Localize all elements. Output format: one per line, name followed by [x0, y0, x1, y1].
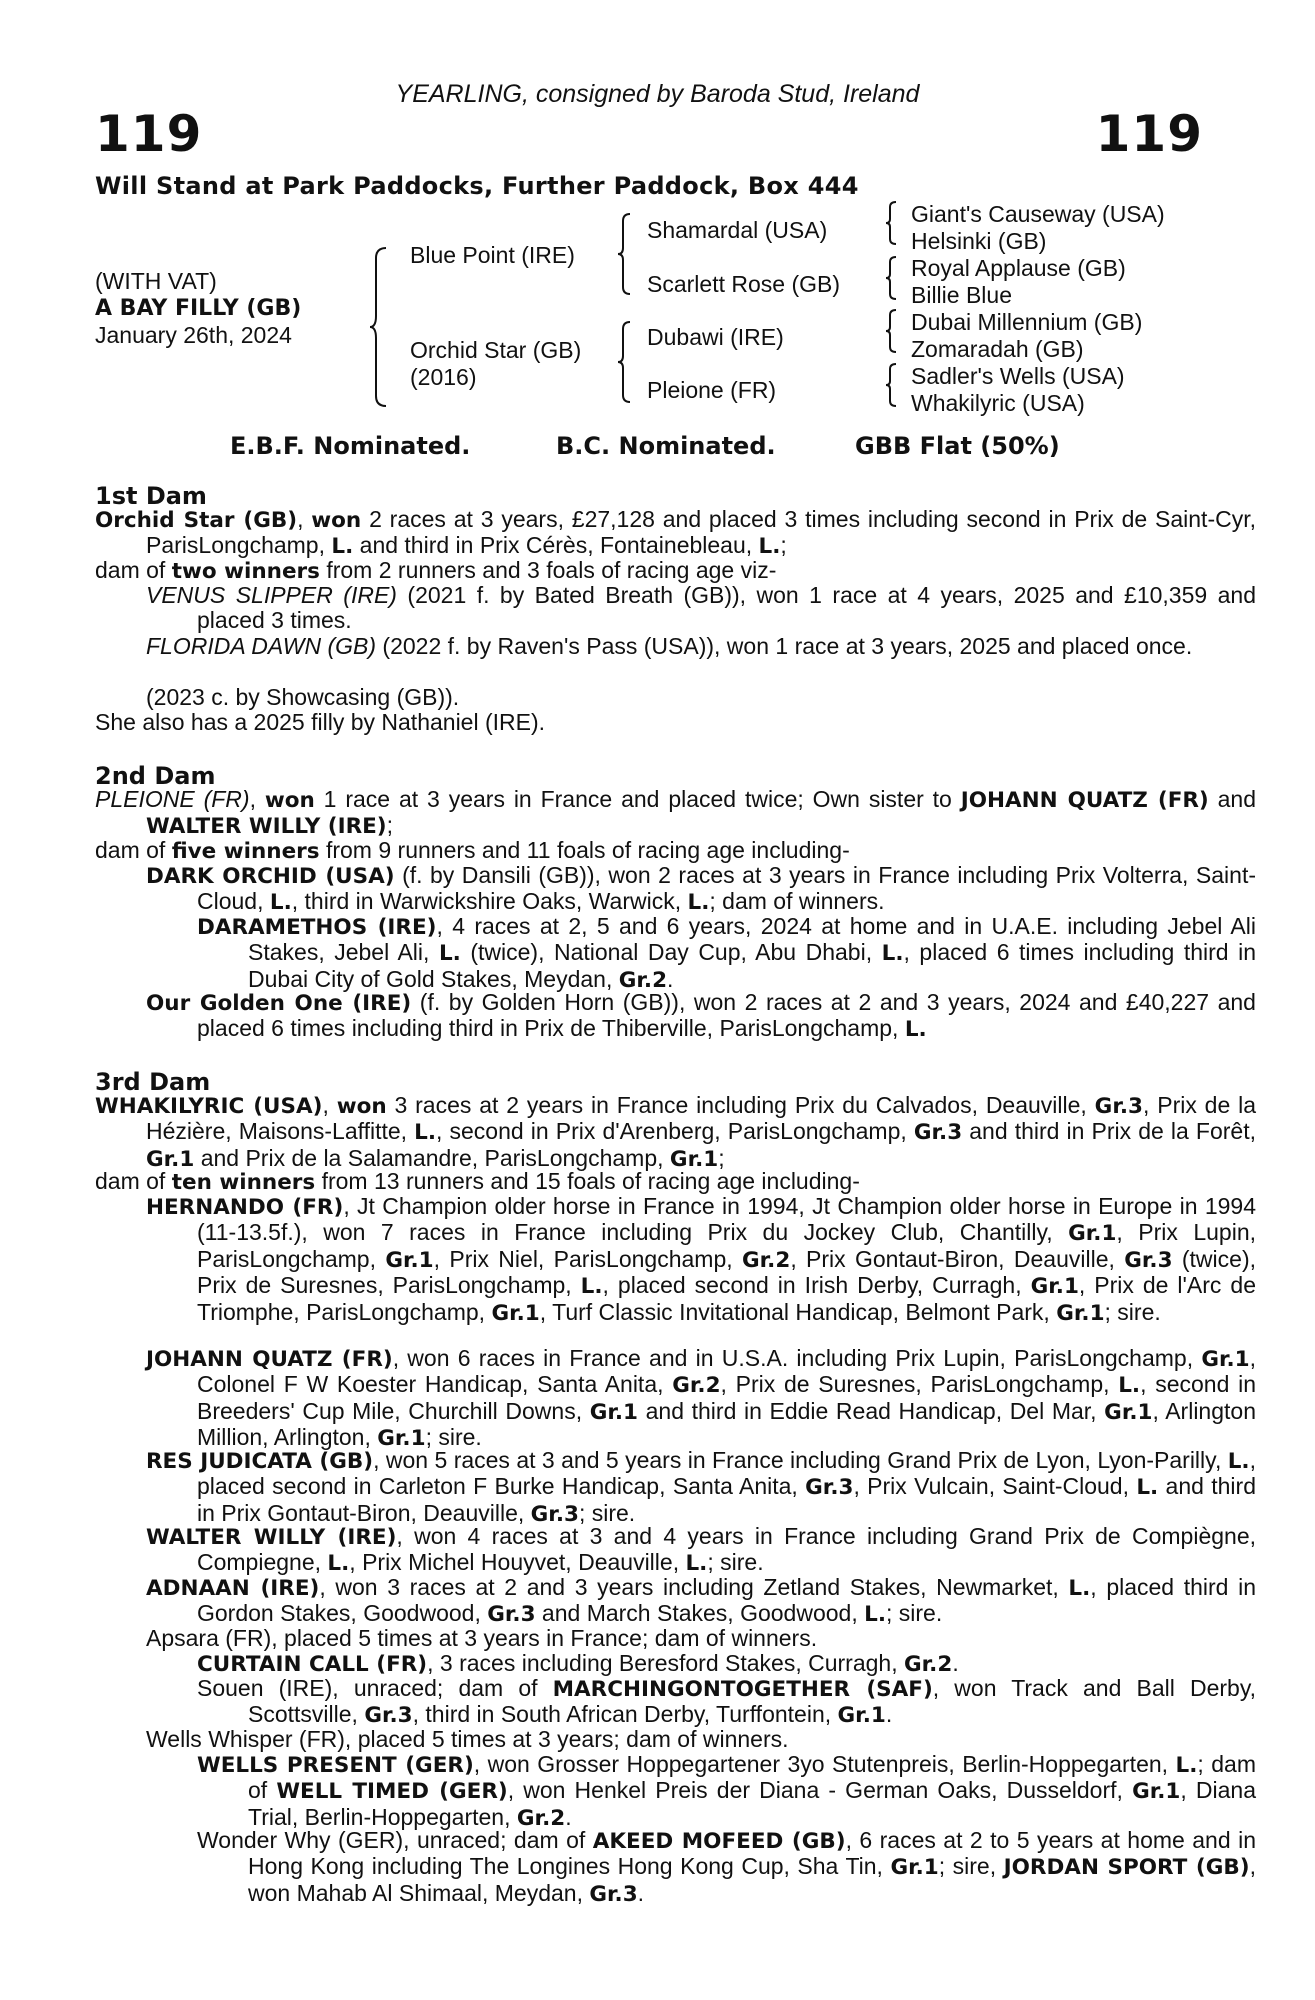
text-run: and third in Prix de la Forêt, — [962, 1118, 1256, 1145]
text-run: , Colonel F W Koester Handicap, Santa Anita, — [197, 1345, 1257, 1398]
pedigree-brace-g3-3 — [884, 308, 898, 354]
third-dam-heading: 3rd Dam — [95, 1068, 211, 1096]
bold-run: Gr.1 — [1104, 1399, 1153, 1425]
bold-run: L. — [414, 1120, 437, 1146]
consignor-subtitle: YEARLING, consigned by Baroda Stud, Ireland — [395, 80, 920, 108]
bold-run: Gr.1 — [1132, 1779, 1181, 1805]
pedigree-brace-g3-2 — [884, 255, 898, 301]
ancestor-g3-3: Royal Applause (GB) — [911, 255, 1126, 281]
bold-run: JOHANN QUATZ (FR) — [146, 1347, 393, 1372]
italic-run: PLEIONE (FR) — [95, 786, 250, 812]
bold-run: Gr.1 — [589, 1399, 639, 1425]
bold-run: Gr.1 — [1068, 1221, 1117, 1247]
third-dam-produce-6 — [146, 1626, 1205, 1651]
dam-name: Orchid Star (GB) — [410, 337, 582, 363]
bold-run: Gr.3 — [589, 1881, 638, 1907]
second-dam-produce-2 — [146, 990, 1256, 1043]
pedigree-brace-sire — [616, 212, 632, 296]
text-run: , Jt Champion older horse in France in 1994, Jt Champion older horse in Europe in 1994 (11-13.5f.), won 7 races in France including Prix du Jockey Club, Chantilly, — [197, 1193, 1256, 1246]
foaling-date: January 26th, 2024 — [95, 322, 292, 348]
bold-run: Gr.1 — [669, 1146, 719, 1172]
third-dam-produce-summary — [95, 1169, 1205, 1195]
third-dam-produce-2 — [146, 1346, 1256, 1452]
bold-run: Gr.1 — [1201, 1347, 1250, 1372]
bold-run: Gr.2 — [672, 1373, 721, 1399]
bold-run: WALTER WILLY (IRE) — [146, 1525, 397, 1550]
ancestor-g3-6: Zomaradah (GB) — [911, 336, 1084, 362]
bold-run: WALTER WILLY (IRE) — [146, 814, 387, 840]
ancestor-g3-5: Dubai Millennium (GB) — [911, 309, 1143, 335]
bold-run: L. — [758, 534, 781, 560]
bold-run: L. — [1175, 1753, 1198, 1778]
text-run: Wells Whisper (FR), placed 5 times at 3 years; dam of winners. — [146, 1726, 789, 1752]
third-dam-record — [95, 1093, 1256, 1172]
third-dam-grandproduce-4 — [197, 1828, 1256, 1907]
text-run: . — [637, 1879, 645, 1906]
bold-run: L. — [1118, 1373, 1141, 1399]
text-run: , — [297, 506, 312, 532]
text-run: dam of — [95, 837, 172, 863]
bold-run: Gr.2 — [742, 1247, 791, 1273]
second-dam-grandproduce-1 — [197, 914, 1256, 993]
bold-run: Gr.3 — [1094, 1094, 1143, 1119]
bold-run: Gr.2 — [618, 967, 668, 993]
text-run: , placed second in Carleton F Burke Handicap, Santa Anita, — [197, 1447, 1256, 1500]
bold-run: AKEED MOFEED (GB) — [592, 1829, 846, 1854]
bold-run: five winners — [171, 839, 320, 864]
text-run: , Prix de la Hézière, Maisons-Laffitte, — [146, 1092, 1257, 1145]
first-dam-produce-1 — [146, 583, 1256, 634]
text-run: ; sire. — [425, 1424, 482, 1451]
text-run: , won 4 races at 3 and 4 years in France including Grand Prix de Compiègne, Compiegne, — [197, 1523, 1256, 1576]
text-run: from 2 runners and 3 foals of racing age viz- — [319, 557, 777, 583]
bold-run: L. — [331, 534, 354, 560]
third-dam-produce-5 — [146, 1575, 1256, 1628]
text-run: , won Track and Ball Derby, Scottsville, — [248, 1675, 1257, 1728]
third-dam-produce-1 — [146, 1194, 1256, 1326]
bold-run: Gr.3 — [913, 1120, 963, 1146]
text-run: , — [249, 786, 265, 812]
bold-run: Gr.1 — [1056, 1300, 1105, 1326]
text-run: , — [322, 1092, 337, 1118]
text-run: ; sire. — [886, 1600, 943, 1627]
text-run: . — [667, 965, 674, 992]
sire-name: Blue Point (IRE) — [410, 242, 575, 268]
bold-run: WHAKILYRIC (USA) — [95, 1094, 323, 1119]
third-dam-grandproduce-1 — [197, 1651, 1256, 1677]
bold-run: L. — [685, 1551, 708, 1577]
text-run: , placed second in Irish Derby, Curragh, — [602, 1272, 1031, 1299]
bold-run: Orchid Star (GB) — [95, 508, 298, 533]
first-dam-heading: 1st Dam — [95, 482, 207, 510]
text-run: and third in Prix Gontaut-Biron, Deauville, — [197, 1473, 1256, 1526]
bold-run: JORDAN SPORT (GB) — [1003, 1855, 1250, 1881]
italic-run: FLORIDA DAWN (GB) — [146, 633, 377, 659]
text-run: , won 6 races in France and in U.S.A. including Prix Lupin, ParisLongchamp, — [392, 1345, 1202, 1371]
bold-run: won — [336, 1094, 387, 1119]
text-run: (2021 f. by Bated Breath (GB)), won 1 race at 4 years, 2025 and £10,359 and placed 3 times. — [197, 582, 1256, 634]
ebf-nomination: E.B.F. Nominated. — [230, 432, 471, 460]
text-run: and March Stakes, Goodwood, — [535, 1600, 865, 1627]
vat-note: (WITH VAT) — [95, 268, 217, 294]
text-run: ; — [386, 812, 394, 839]
pedigree-brace-g3-1 — [884, 200, 898, 246]
text-run: 3 races at 2 years in France including Prix du Calvados, Deauville, — [386, 1092, 1095, 1118]
pedigree-brace-g3-4 — [884, 362, 898, 408]
bold-run: ADNAAN (IRE) — [146, 1576, 320, 1601]
text-run: , 6 races at 2 to 5 years at home and in Hong Kong including The Longines Hong Kong Cup, Sha Tin, — [248, 1827, 1256, 1880]
bold-run: Gr.2 — [516, 1805, 566, 1831]
first-dam-produce-3 — [146, 685, 1205, 710]
ancestor-g3-8: Whakilyric (USA) — [911, 390, 1085, 416]
bold-run: won — [264, 788, 315, 813]
bold-run: Gr.3 — [1124, 1247, 1173, 1273]
text-run: ; sire. — [1104, 1298, 1161, 1325]
second-dam-record — [95, 787, 1256, 840]
second-dam-produce-summary — [95, 838, 1205, 864]
text-run: , placed third in Gordon Stakes, Goodwood, — [197, 1574, 1256, 1627]
text-run: , Prix Gontaut-Biron, Deauville, — [790, 1245, 1125, 1272]
bold-run: Gr.3 — [487, 1602, 536, 1628]
text-run: , Arlington Million, Arlington, — [197, 1397, 1256, 1451]
bold-run: L. — [269, 890, 292, 916]
ancestor-g3-7: Sadler's Wells (USA) — [911, 363, 1125, 389]
bold-run: Gr.1 — [1030, 1274, 1079, 1300]
first-dam-produce-summary — [95, 558, 1205, 584]
bold-run: Gr.3 — [364, 1703, 413, 1729]
third-dam-produce-7 — [146, 1727, 1205, 1752]
ancestor-g3-1: Giant's Causeway (USA) — [911, 201, 1165, 227]
text-run: , placed 6 times including third in Dubai City of Gold Stakes, Meydan, — [248, 939, 1256, 992]
text-run: ; sire. — [707, 1549, 764, 1576]
text-run: from 9 runners and 11 foals of racing age including- — [319, 837, 850, 863]
text-run: ; — [780, 532, 787, 559]
third-dam-grandproduce-3 — [197, 1752, 1256, 1831]
bold-run: L. — [580, 1274, 603, 1300]
text-run: dam of — [95, 557, 172, 583]
text-run: She also has a 2025 filly by Nathaniel (IRE). — [95, 709, 546, 735]
text-run: and — [1208, 786, 1257, 812]
text-run: dam of — [95, 1168, 172, 1194]
bold-run: JOHANN QUATZ (FR) — [960, 788, 1209, 813]
bold-run: L. — [438, 941, 461, 967]
bold-run: Gr.3 — [530, 1501, 579, 1527]
text-run: , won Grosser Hoppegartener 3yo Stutenpreis, Berlin-Hoppegarten, — [473, 1751, 1176, 1777]
text-run: from 13 runners and 15 foals of racing age including- — [315, 1168, 860, 1194]
text-run: (f. by Dansili (GB)), won 2 races at 3 years in France including Prix Volterra, Saint-Cloud, — [197, 862, 1256, 915]
text-run: . — [952, 1650, 959, 1676]
text-run: . — [565, 1803, 572, 1830]
text-run: 2 races at 3 years, £27,128 and placed 3 times including second in Prix de Saint-Cyr, ParisLongchamp, — [146, 506, 1256, 559]
text-run: . — [885, 1701, 893, 1728]
bold-run: Gr.1 — [837, 1703, 886, 1729]
text-run: , won 3 races at 2 and 3 years including Zetland Stakes, Newmarket, — [319, 1574, 1069, 1600]
bold-run: RES JUDICATA (GB) — [146, 1449, 374, 1474]
text-run: , second in Breeders' Cup Mile, Churchill Downs, — [197, 1371, 1256, 1424]
bold-run: WELLS PRESENT (GER) — [197, 1753, 474, 1778]
text-run: , Prix de l'Arc de Triomphe, ParisLongchamp, — [197, 1272, 1256, 1325]
text-run: , third in South African Derby, Turffontein, — [412, 1701, 838, 1728]
text-run: , second in Prix d'Arenberg, ParisLongchamp, — [436, 1118, 914, 1145]
bold-run: L. — [1136, 1475, 1159, 1501]
bold-run: L. — [1227, 1449, 1250, 1474]
text-run: , Prix Lupin, ParisLongchamp, — [197, 1219, 1256, 1272]
bold-run: L. — [904, 1017, 927, 1043]
sire-sire-name: Shamardal (USA) — [647, 217, 828, 243]
pedigree-brace-dam — [616, 320, 632, 404]
bold-run: DARK ORCHID (USA) — [146, 864, 395, 889]
text-run: , 3 races including Beresford Stakes, Curragh, — [427, 1650, 904, 1676]
text-run: ; sire, — [938, 1853, 1004, 1880]
text-run: , Prix Vulcain, Saint-Cloud, — [853, 1473, 1137, 1500]
text-run: (f. by Golden Horn (GB)), won 2 races at 2 and 3 years, 2024 and £40,227 and placed 6 times including third in Prix de Thiberville, ParisLongchamp, — [197, 989, 1256, 1042]
bold-run: Gr.1 — [146, 1146, 195, 1172]
text-run: ; — [718, 1144, 725, 1171]
bold-run: WELL TIMED (GER) — [276, 1779, 508, 1805]
text-run: Wonder Why (GER), unraced; dam of — [197, 1827, 593, 1853]
bold-run: L. — [687, 890, 710, 916]
text-run: ; sire. — [578, 1499, 636, 1526]
text-run: (2022 f. by Raven's Pass (USA)), won 1 race at 3 years, 2025 and placed once. — [376, 633, 1193, 659]
text-run: (twice), Prix de Suresnes, ParisLongchamp, — [197, 1245, 1256, 1299]
bold-run: Gr.3 — [805, 1475, 854, 1501]
ancestor-g3-4: Billie Blue — [911, 282, 1012, 308]
bold-run: Our Golden One (IRE) — [146, 991, 412, 1016]
bold-run: Gr.1 — [491, 1300, 540, 1326]
stand-location: Will Stand at Park Paddocks, Further Paddock, Box 444 — [95, 172, 859, 200]
bold-run: DARAMETHOS (IRE) — [197, 915, 437, 940]
text-run: , Prix Michel Houyvet, Deauville, — [349, 1549, 686, 1576]
bold-run: HERNANDO (FR) — [146, 1195, 344, 1220]
text-run: ; dam of — [248, 1751, 1256, 1804]
bold-run: L. — [327, 1551, 350, 1577]
bold-run: Gr.1 — [377, 1426, 426, 1452]
second-dam-produce-1 — [146, 863, 1256, 916]
ancestor-g3-2: Helsinki (GB) — [911, 228, 1047, 254]
bold-run: won — [311, 508, 362, 533]
third-dam-grandproduce-2 — [197, 1676, 1256, 1729]
bold-run: MARCHINGONTOGETHER (SAF) — [552, 1677, 933, 1702]
text-run: and Prix de la Salamandre, ParisLongchamp, — [194, 1144, 670, 1171]
bold-run: Gr.2 — [904, 1652, 953, 1677]
pedigree-brace-main — [368, 246, 390, 408]
text-run: , 4 races at 2, 5 and 6 years, 2024 at home and in U.A.E. including Jebel Ali Stakes, Jebel Ali, — [248, 913, 1256, 966]
text-run: , Diana Trial, Berlin-Hoppegarten, — [248, 1777, 1256, 1830]
bold-run: two winners — [171, 559, 320, 584]
text-run: (2023 c. by Showcasing (GB)). — [146, 684, 460, 710]
bold-run: Gr.1 — [890, 1855, 939, 1881]
third-dam-produce-3 — [146, 1448, 1256, 1527]
second-dam-heading: 2nd Dam — [95, 762, 216, 790]
sire-dam-name: Scarlett Rose (GB) — [647, 271, 840, 297]
first-dam-produce-2 — [146, 634, 1256, 659]
text-run: , Prix de Suresnes, ParisLongchamp, — [720, 1371, 1119, 1398]
text-run: (twice), National Day Cup, Abu Dhabi, — [460, 939, 882, 966]
text-run: Souen (IRE), unraced; dam of — [197, 1675, 553, 1701]
lot-number-right: 119 — [1095, 105, 1203, 163]
bold-run: CURTAIN CALL (FR) — [197, 1652, 428, 1677]
text-run: , won Henkel Preis der Diana - German Oaks, Dusseldorf, — [507, 1777, 1133, 1804]
text-run: , won Mahab Al Shimaal, Meydan, — [248, 1853, 1256, 1906]
bold-run: L. — [1068, 1576, 1091, 1601]
bold-run: L. — [881, 941, 904, 967]
horse-name: A BAY FILLY (GB) — [95, 296, 302, 321]
text-run: , Prix Niel, ParisLongchamp, — [433, 1245, 742, 1272]
dam-year: (2016) — [410, 364, 477, 390]
italic-run: VENUS SLIPPER (IRE) — [146, 582, 397, 608]
text-run: , won 5 races at 3 and 5 years in France including Grand Prix de Lyon, Lyon-Parilly, — [373, 1447, 1228, 1473]
first-dam-record — [95, 507, 1256, 560]
bc-nomination: B.C. Nominated. — [556, 432, 776, 460]
bold-run: ten winners — [171, 1170, 316, 1195]
bold-run: Gr.1 — [385, 1247, 434, 1273]
text-run: ; dam of winners. — [709, 888, 885, 915]
gbb-flat: GBB Flat (50%) — [855, 432, 1060, 460]
text-run: 1 race at 3 years in France and placed twice; Own sister to — [314, 786, 961, 812]
text-run: , third in Warwickshire Oaks, Warwick, — [291, 888, 688, 915]
text-run: and third in Prix Cérès, Fontainebleau, — [353, 532, 759, 559]
third-dam-produce-4 — [146, 1524, 1256, 1577]
first-dam-yearling-note — [95, 710, 1205, 735]
text-run: , Turf Classic Invitational Handicap, Belmont Park, — [539, 1298, 1057, 1325]
text-run: Apsara (FR), placed 5 times at 3 years in France; dam of winners. — [146, 1625, 818, 1651]
bold-run: L. — [864, 1602, 886, 1628]
dam-sire-name: Dubawi (IRE) — [647, 324, 784, 350]
lot-number-left: 119 — [95, 105, 203, 163]
dam-dam-name: Pleione (FR) — [647, 377, 777, 403]
text-run: and third in Eddie Read Handicap, Del Mar, — [638, 1397, 1105, 1424]
